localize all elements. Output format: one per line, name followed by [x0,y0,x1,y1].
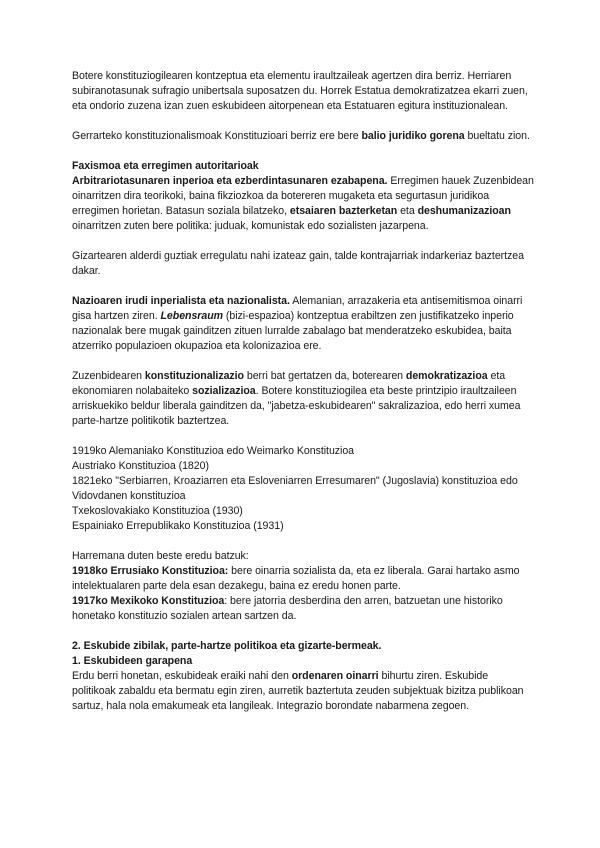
bold-run: balio juridiko gorena [361,130,465,142]
list-item: Espainiako Errepublikako Konstituzioa (1931) [72,520,284,532]
paragraph-errusia [72,564,534,594]
text-run: eta [397,205,418,217]
text-run: Erdu berri honetan, eskubideak eraiki nahi den [72,670,292,682]
section-title-faxismoa: Faxismoa eta erregimen autoritarioak [72,160,259,172]
list-item: Austriako Konstituzioa (1820) [72,460,209,472]
bold-run: konstituzionalizazio [144,370,244,382]
paragraph-zuzenbidearen [72,369,534,429]
paragraph-harremana-intro: Harremana duten beste eredu batzuk: [72,550,249,562]
paragraph-nazioaren [72,294,534,354]
list-item: Txekoslovakiako Konstituzioa (1930) [72,505,243,517]
text-run: oinarritzen zuten bere politika: juduak, komunistak edo sozialisten jazarpena. [72,220,429,232]
paragraph-erdu-berri [72,669,534,714]
paragraph-mexiko [72,594,534,624]
bold-run: deshumanizazioan [417,205,511,217]
bold-italic-run: Lebensraum [160,310,224,322]
bold-run: Nazioaren irudi inperialista eta nazionalista. [72,295,290,307]
bold-run: sozializazioa [192,385,256,397]
constitution-list [72,444,534,534]
paragraph-arbitrariotasuna [72,174,534,234]
text-run: . Botere konstituziogilea eta beste printzipio iraultzaileen arriskuekiko beldur liberala gainditzen da, "jabetza-eskubidearen" sakralizazioa, edo herri xumea parte-hartze politikotik baztertzea. [72,385,521,427]
text-run: Alemanian, arrazakeria eta antisemitismoa oinarri gisa hartzen ziren. [72,295,523,322]
paragraph-intro: Botere konstituziogilearen kontzeptua eta elementu iraultzaileak agertzen dira berriz. Herriaren subiranotasunak sufragio unibertsala suposatzen du. Horrek Estatua demokratizatzea ekarri zuen, eta ondorio zuzena izan zuen eskubideen aitorpenean eta Estatuaren egitura instituzionalean. [72,70,528,112]
text-run: bueltatu zion. [464,130,530,142]
bold-run: ordenaren oinarri [291,670,379,682]
text-run: Gerrarteko konstituzionalismoak Konstituzioari berriz ere bere [72,130,362,142]
bold-run: etsaiaren bazterketan [289,205,398,217]
bold-run: 1917ko Mexikoko Konstituzioa [72,595,225,607]
text-run: Zuzenbidearen [72,370,145,382]
document-page [72,69,534,714]
text-run: Erregimen hauek Zuzenbidean oinarritzen dira teorikoki, baina fikziozkoa da botereren mugaketa eta segurtasun juridikoa erregimen horietan. Batasun soziala bilatzeko, [72,175,534,217]
section-title-eskubide-zibilak: 2. Eskubide zibilak, parte-hartze politikoa eta gizarte-bermeak. [72,640,382,652]
bold-run: 1918ko Errusiako Konstituzioa: [72,565,229,577]
paragraph-gerrarteko [72,129,534,144]
bold-run: demokratizazioa [405,370,488,382]
text-run: : bere jatorria desberdina den arren, batzuetan une historiko honetako konstituzio sozialen artean sartzen da. [72,595,503,622]
text-run: (bizi-espazioa) kontzeptua erabiltzen zen justifikatzeko inperio nazionalak bere mugak gainditzen zituen lurralde zabalago bat menderatzeko eskubidea, baita atzerriko populazioen okupazioa eta kolonizazioa ere. [72,310,514,352]
text-run: bere oinarria sozialista da, eta ez liberala. Garai hartako asmo intelektualaren parte dela esan dezakegu, baina ez eredu honen parte. [72,565,520,592]
text-run: eta ekonomiaren nolabaiteko [72,370,506,397]
subsection-title-garapena: 1. Eskubideen garapena [72,655,193,667]
list-item: 1821eko "Serbiarren, Kroaziarren eta Esloveniarren Erresumaren" (Jugoslavia) konstituzioa edo Vidovdanen konstituzioa [72,475,518,502]
list-item: 1919ko Alemaniako Konstituzioa edo Weimarko Konstituzioa [72,445,355,457]
text-run: bihurtu ziren. Eskubide politikoak zabaldu eta bermatu egin ziren, aurretik baztertuta zeuden subjektuak bizitza publikoan sartuz, hala nola emakumeak eta langileak. Integrazio borondate nabarmena zegoen. [72,670,524,712]
paragraph-gizartearen: Gizartearen alderdi guztiak erregulatu nahi izateaz gain, talde kontrajarriak indarkeriaz baztertzea dakar. [72,250,524,277]
bold-run: Arbitrariotasunaren inperioa eta ezberdintasunaren ezabapena. [72,175,388,187]
text-run: berri bat gertatzen da, boterearen [243,370,406,382]
